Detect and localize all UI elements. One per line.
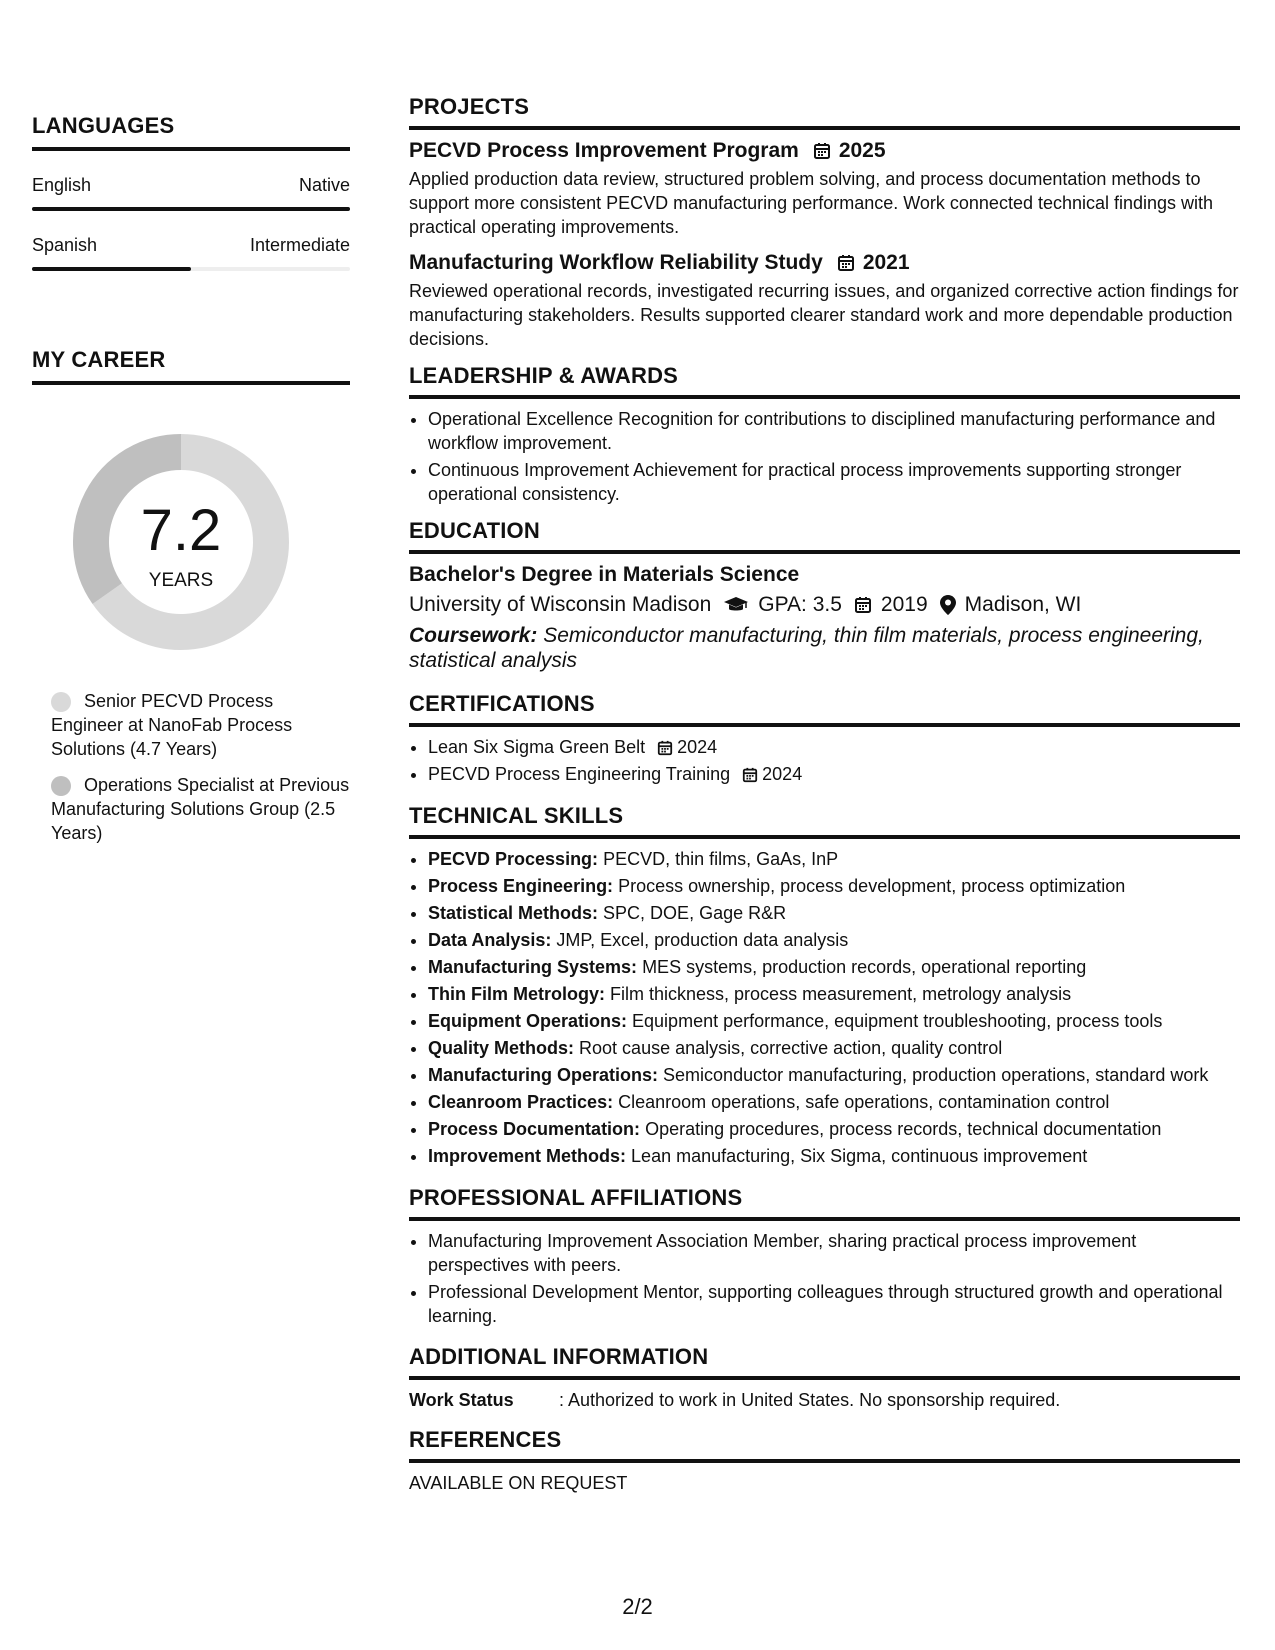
coursework-text: Semiconductor manufacturing, thin film materials, process engineering, statistical analysis	[409, 624, 1204, 672]
education-coursework	[409, 623, 1240, 673]
left-column	[32, 113, 350, 857]
project-description: Reviewed operational records, investigated recurring issues, and organized corrective action findings for manufacturing stakeholders. Results supported clearer standard work and more dependable production decisions.	[409, 281, 1239, 349]
calendar-icon	[813, 142, 831, 160]
skill-value: JMP, Excel, production data analysis	[556, 930, 849, 950]
skill-label: Improvement Methods:	[428, 1146, 627, 1166]
language-proficiency-bar	[32, 267, 350, 271]
skill-item	[428, 874, 1240, 899]
skill-value: PECVD, thin films, GaAs, InP	[603, 849, 839, 869]
skill-value: Semiconductor manufacturing, production operations, standard work	[663, 1065, 1209, 1085]
education-location: Madison, WI	[964, 593, 1082, 616]
project-year: 2025	[838, 139, 886, 162]
skills-title: TECHNICAL SKILLS	[409, 803, 1240, 839]
career-legend-item	[51, 773, 350, 845]
skill-item	[428, 847, 1240, 872]
project-description: Applied production data review, structured problem solving, and process documentation methods to support more consistent PECVD manufacturing performance. Work connected technical findings with practical operating improvements.	[409, 169, 1214, 237]
list-item: • Professional Development Mentor, supporting colleagues through structured growth and operational learning.	[428, 1280, 1240, 1328]
legend-dot-icon	[51, 692, 71, 712]
skill-value: Process ownership, process development, process optimization	[618, 876, 1126, 896]
skill-item	[428, 1036, 1240, 1061]
language-name: Spanish	[32, 235, 98, 255]
calendar-icon	[742, 767, 758, 783]
career-years-unit: YEARS	[148, 570, 214, 591]
certification-name: • PECVD Process Engineering Training	[428, 764, 731, 784]
career-role-text: Senior PECVD Process Engineer at NanoFab Process Solutions (4.7 Years)	[51, 691, 293, 759]
list-item: • Manufacturing Improvement Association Member, sharing practical process improvement perspectives with peers.	[428, 1229, 1240, 1277]
skill-label: PECVD Processing:	[428, 849, 599, 869]
affiliations-section	[409, 1185, 1240, 1328]
skill-value: Root cause analysis, corrective action, quality control	[579, 1038, 1003, 1058]
skills-list	[409, 847, 1240, 1169]
calendar-icon	[837, 254, 855, 272]
list-item: • Operational Excellence Recognition for contributions to disciplined manufacturing performance and workflow improvement.	[428, 407, 1240, 455]
career-role-text: Operations Specialist at Previous Manufacturing Solutions Group (2.5 Years)	[51, 775, 350, 843]
skill-label: Process Documentation:	[428, 1119, 641, 1139]
language-proficiency-fill	[32, 207, 350, 211]
certifications-list	[409, 735, 1240, 787]
education-section	[409, 518, 1240, 673]
certification-year: 2024	[762, 764, 803, 784]
calendar-icon	[657, 740, 673, 756]
skill-item	[428, 982, 1240, 1007]
references-title: REFERENCES	[409, 1427, 1240, 1463]
projects-title: PROJECTS	[409, 94, 1240, 130]
career-legend-item	[51, 689, 350, 761]
skill-value: SPC, DOE, Gage R&R	[603, 903, 787, 923]
skill-item	[428, 1009, 1240, 1034]
location-pin-icon	[940, 595, 956, 615]
career-total-years: 7.2	[140, 498, 222, 563]
education-gpa: GPA: 3.5	[758, 593, 842, 616]
language-level: Native	[298, 175, 350, 195]
skill-value: Film thickness, process measurement, metrology analysis	[610, 984, 1072, 1004]
skill-item	[428, 1144, 1240, 1169]
list-item	[428, 762, 1240, 787]
skill-label: Equipment Operations:	[428, 1011, 628, 1031]
skill-item	[428, 901, 1240, 926]
skill-label: Thin Film Metrology:	[428, 984, 605, 1004]
skill-value: MES systems, production records, operational reporting	[642, 957, 1087, 977]
skill-value: Lean manufacturing, Six Sigma, continuous improvement	[631, 1146, 1088, 1166]
education-year: 2019	[880, 593, 928, 616]
certifications-title: CERTIFICATIONS	[409, 691, 1240, 727]
project-year: 2021	[862, 251, 910, 274]
skill-label: Cleanroom Practices:	[428, 1092, 614, 1112]
languages-title: LANGUAGES	[32, 113, 350, 151]
skill-value: Operating procedures, process records, technical documentation	[645, 1119, 1162, 1139]
skill-label: Quality Methods:	[428, 1038, 575, 1058]
project-item	[409, 251, 1240, 351]
certification-year: 2024	[677, 737, 718, 757]
projects-section	[409, 94, 1240, 351]
career-title: MY CAREER	[32, 347, 350, 385]
references-section	[409, 1427, 1240, 1494]
graduation-cap-icon	[723, 596, 749, 614]
calendar-icon	[854, 596, 872, 614]
coursework-label: Coursework:	[409, 624, 538, 647]
education-degree: Bachelor's Degree in Materials Science	[409, 563, 800, 586]
skill-item	[428, 1090, 1240, 1115]
skill-label: Manufacturing Systems:	[428, 957, 638, 977]
language-item	[32, 175, 350, 211]
skill-item	[428, 1063, 1240, 1088]
career-legend	[51, 689, 350, 845]
project-name: PECVD Process Improvement Program	[409, 139, 799, 162]
list-item: • Continuous Improvement Achievement for practical process improvements supporting stronger operational consistency.	[428, 458, 1240, 506]
skill-label: Data Analysis:	[428, 930, 552, 950]
additional-title: ADDITIONAL INFORMATION	[409, 1344, 1240, 1380]
education-meta	[409, 593, 1240, 617]
language-proficiency-fill	[32, 267, 191, 271]
language-proficiency-bar	[32, 207, 350, 211]
additional-section	[409, 1344, 1240, 1411]
leadership-title: LEADERSHIP & AWARDS	[409, 363, 1240, 399]
skill-item	[428, 928, 1240, 953]
certification-name: • Lean Six Sigma Green Belt	[428, 737, 646, 757]
work-status-row	[409, 1390, 1240, 1411]
work-status-label: Work Status	[409, 1390, 514, 1410]
affiliations-title: PROFESSIONAL AFFILIATIONS	[409, 1185, 1240, 1221]
list-item	[428, 735, 1240, 760]
project-item	[409, 139, 1240, 239]
skills-section	[409, 803, 1240, 1169]
career-section	[32, 347, 350, 845]
language-item	[32, 235, 350, 271]
skill-value: Equipment performance, equipment troubleshooting, process tools	[632, 1011, 1163, 1031]
work-status-value: : Authorized to work in United States. No sponsorship required.	[559, 1390, 1061, 1410]
right-column	[409, 94, 1240, 1506]
skill-label: Statistical Methods:	[428, 903, 599, 923]
skill-item	[428, 955, 1240, 980]
language-name: English	[32, 175, 92, 195]
leadership-list	[409, 407, 1240, 506]
education-school: University of Wisconsin Madison	[409, 593, 712, 616]
skill-label: Manufacturing Operations:	[428, 1065, 659, 1085]
career-donut-chart	[66, 427, 296, 657]
page-number: 2/2	[622, 1594, 653, 1619]
references-text: AVAILABLE ON REQUEST	[409, 1473, 628, 1493]
affiliations-list	[409, 1229, 1240, 1328]
education-title: EDUCATION	[409, 518, 1240, 554]
skill-item	[428, 1117, 1240, 1142]
project-name: Manufacturing Workflow Reliability Study	[409, 251, 823, 274]
language-level: Intermediate	[249, 235, 350, 255]
skill-label: Process Engineering:	[428, 876, 614, 896]
leadership-section	[409, 363, 1240, 506]
legend-dot-icon	[51, 776, 71, 796]
certifications-section	[409, 691, 1240, 787]
skill-value: Cleanroom operations, safe operations, contamination control	[618, 1092, 1110, 1112]
